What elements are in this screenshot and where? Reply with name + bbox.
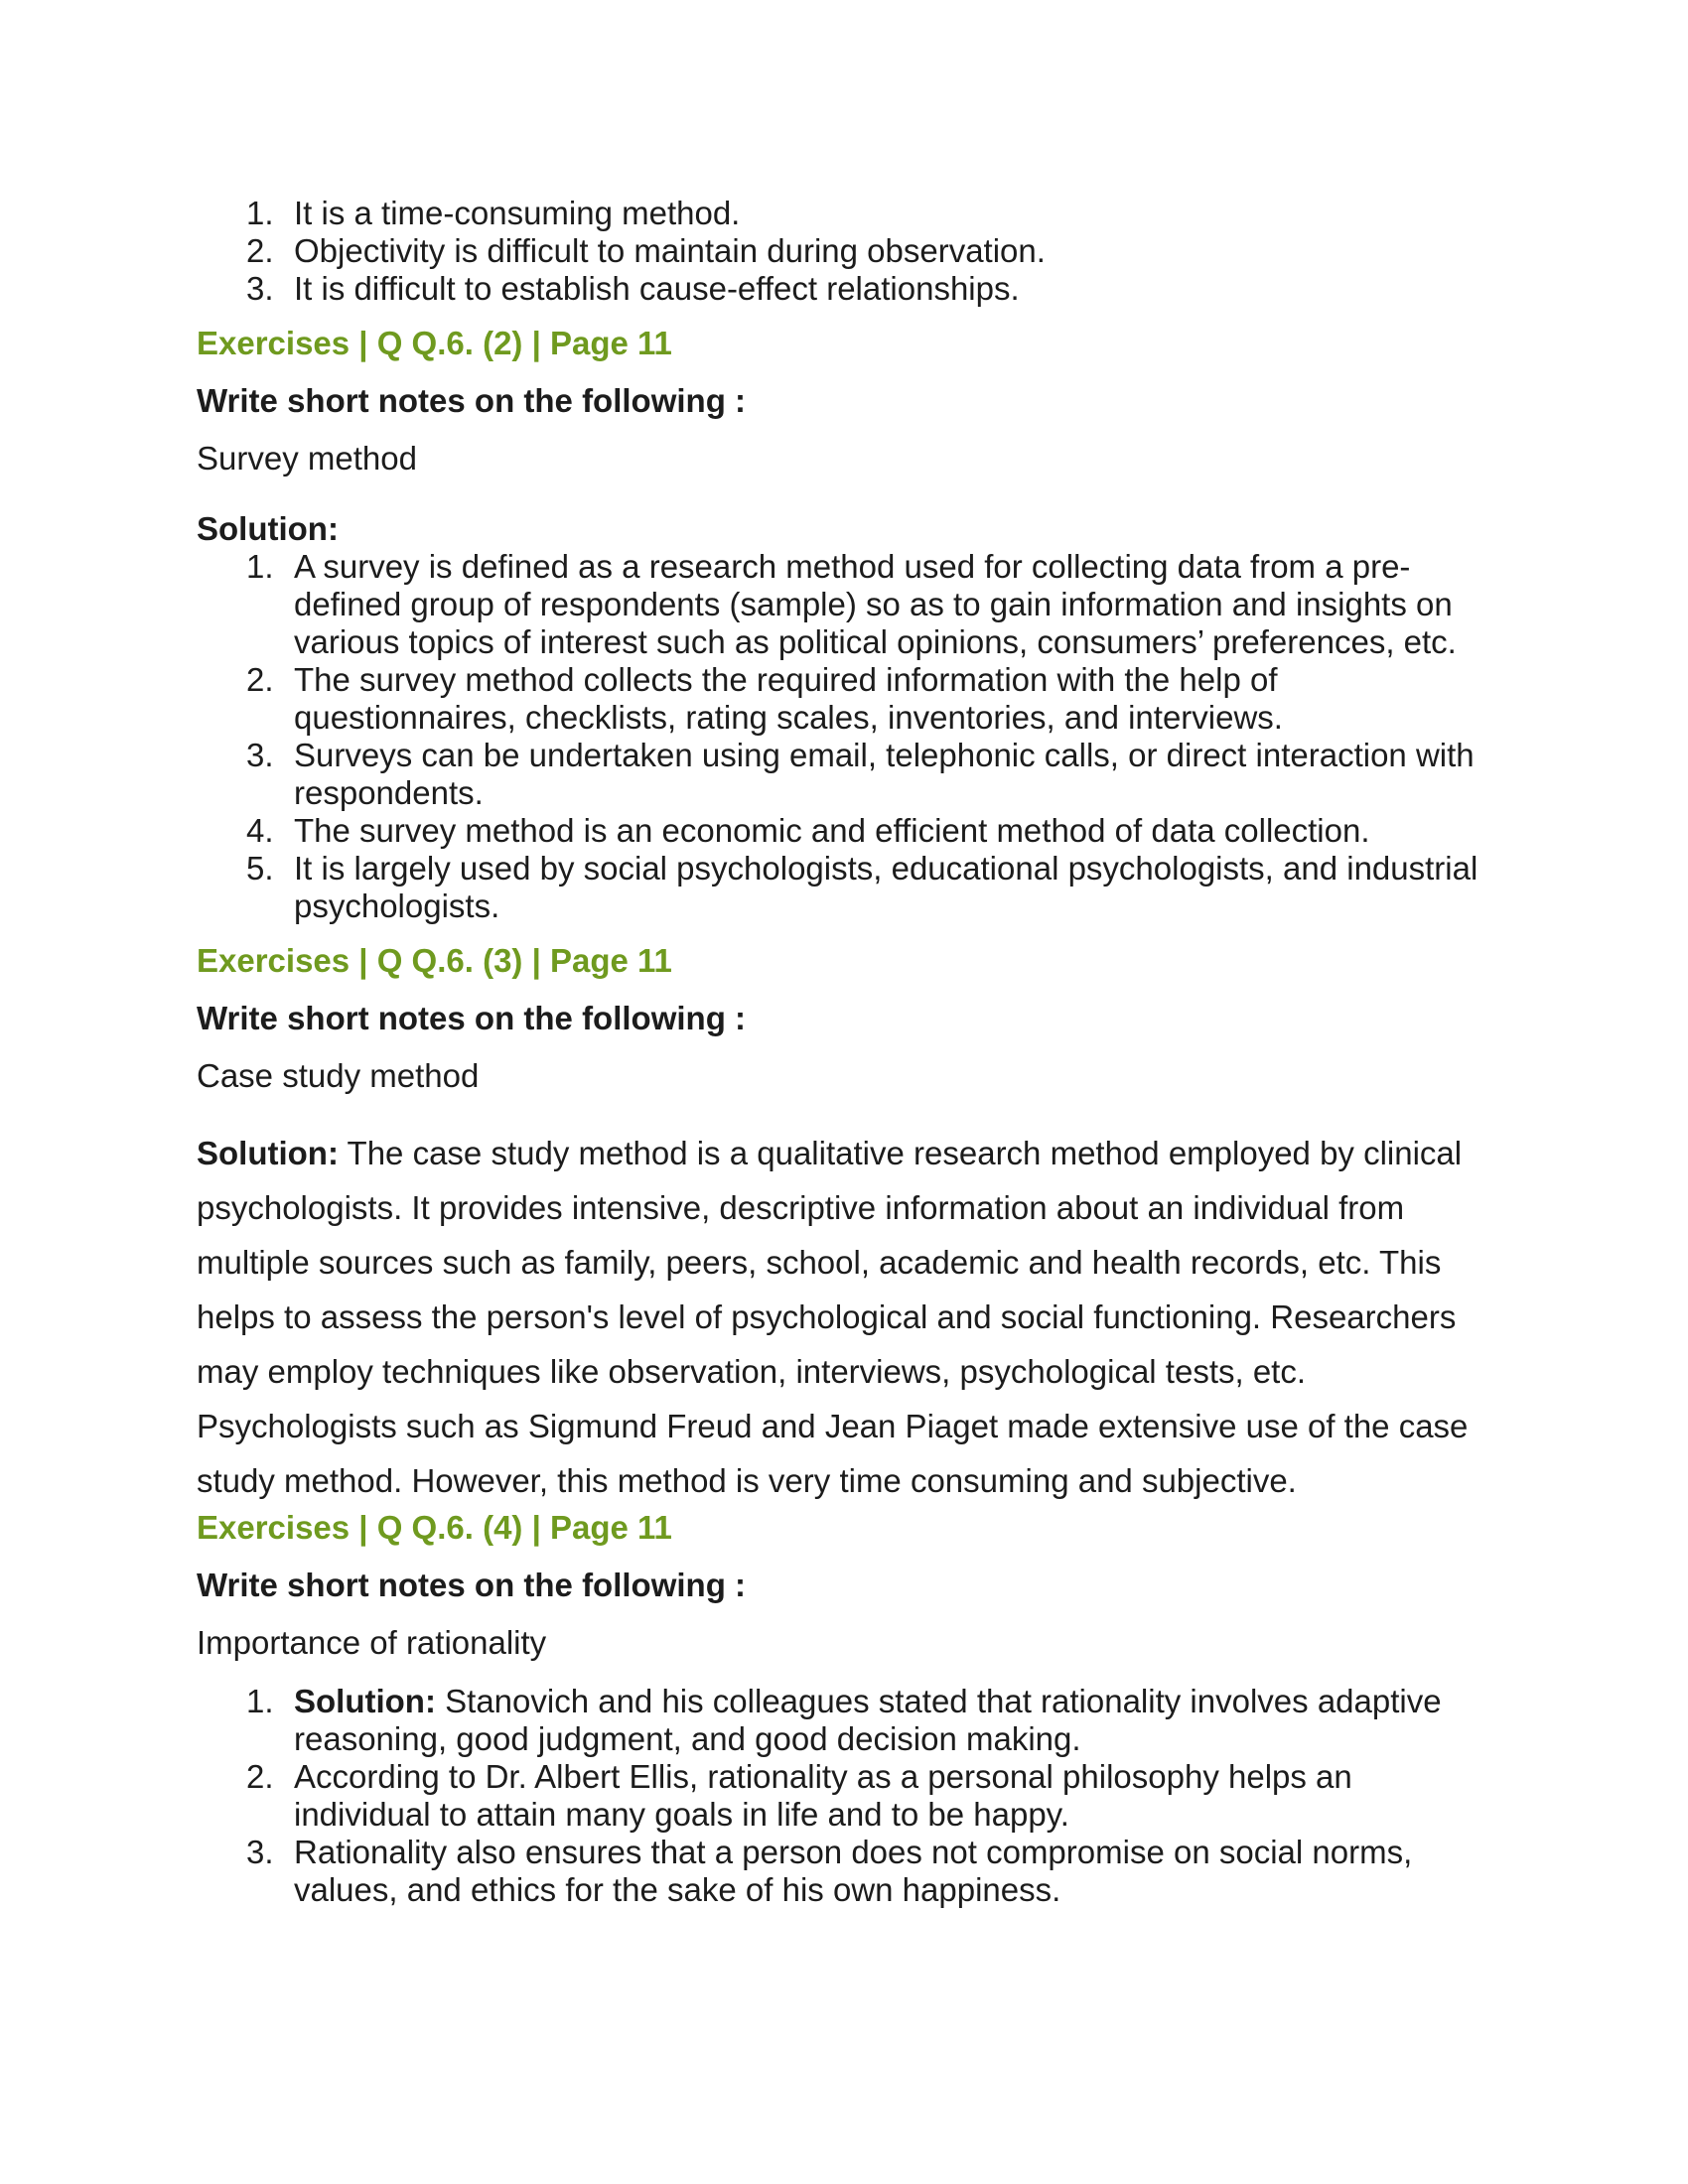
solution-label: Solution: [197, 1135, 339, 1171]
list-number: 1. [246, 1683, 274, 1719]
list-number: 3. [246, 270, 274, 307]
list-number: 2. [246, 232, 274, 269]
solution-list [197, 548, 1487, 925]
list-text: It is largely used by social psychologists, educational psychologists, and industrial psychologists. [294, 850, 1478, 924]
list-item [197, 1834, 1487, 1909]
exercise-heading: Exercises | Q Q.6. (4) | Page 11 [197, 1509, 672, 1546]
list-item [197, 850, 1487, 925]
list-text: Surveys can be undertaken using email, telephonic calls, or direct interaction with respondents. [294, 737, 1475, 811]
list-text: The survey method collects the required information with the help of questionnaires, checklists, rating scales, inventories, and interviews. [294, 661, 1283, 736]
list-item [197, 548, 1487, 661]
list-text: It is a time-consuming method. [294, 195, 741, 231]
list-item [197, 812, 1487, 850]
list-item [197, 737, 1487, 812]
list-number: 3. [246, 737, 274, 773]
list-item [197, 1758, 1487, 1834]
document-page [197, 195, 1487, 1909]
list-number: 2. [246, 661, 274, 698]
list-number: 1. [246, 195, 274, 231]
exercise-heading: Exercises | Q Q.6. (2) | Page 11 [197, 325, 672, 361]
list-text: Rationality also ensures that a person does not compromise on social norms, values, and ethics for the sake of his own happiness. [294, 1834, 1413, 1908]
list-number: 1. [246, 548, 274, 585]
question-topic: Case study method [197, 1057, 480, 1094]
exercise-heading: Exercises | Q Q.6. (3) | Page 11 [197, 942, 672, 979]
list-item [197, 270, 1487, 308]
question-text: Write short notes on the following : [197, 1567, 747, 1603]
question-topic: Survey method [197, 440, 417, 477]
solution-paragraph [197, 1126, 1487, 1508]
question-text: Write short notes on the following : [197, 1000, 747, 1036]
continuation-list [197, 195, 1487, 308]
list-item [197, 661, 1487, 737]
list-text: It is difficult to establish cause-effect relationships. [294, 270, 1020, 307]
question-text: Write short notes on the following : [197, 382, 747, 419]
list-text: According to Dr. Albert Ellis, rationality as a personal philosophy helps an individual to attain many goals in life and to be happy. [294, 1758, 1352, 1833]
list-number: 4. [246, 812, 274, 849]
solution-list [197, 1683, 1487, 1909]
list-text: A survey is defined as a research method used for collecting data from a pre-defined group of respondents (sample) so as to gain information and insights on various topics of interest such as political opinions, consumers’ preferences, etc. [294, 548, 1457, 660]
list-item [197, 232, 1487, 270]
list-item [197, 195, 1487, 232]
list-number: 2. [246, 1758, 274, 1795]
list-number: 5. [246, 850, 274, 887]
solution-text: The case study method is a qualitative research method employed by clinical psychologists. It provides intensive, descriptive information about an individual from multiple sources such as family, peers, school, academic and health records, etc. This helps to assess the person's level of psychological and social functioning. Researchers may employ techniques like observation, interviews, psychological tests, etc. Psychologists such as Sigmund Freud and Jean Piaget made extensive use of the case study method. However, this method is very time consuming and subjective. [197, 1135, 1469, 1499]
solution-label: Solution: [294, 1683, 436, 1719]
list-text: The survey method is an economic and efficient method of data collection. [294, 812, 1370, 849]
list-text: Stanovich and his colleagues stated that rationality involves adaptive reasoning, good judgment, and good decision making. [294, 1683, 1442, 1757]
solution-label: Solution: [197, 510, 339, 547]
list-text: Objectivity is difficult to maintain during observation. [294, 232, 1046, 269]
list-item [197, 1683, 1487, 1758]
question-topic: Importance of rationality [197, 1624, 547, 1661]
list-number: 3. [246, 1834, 274, 1870]
